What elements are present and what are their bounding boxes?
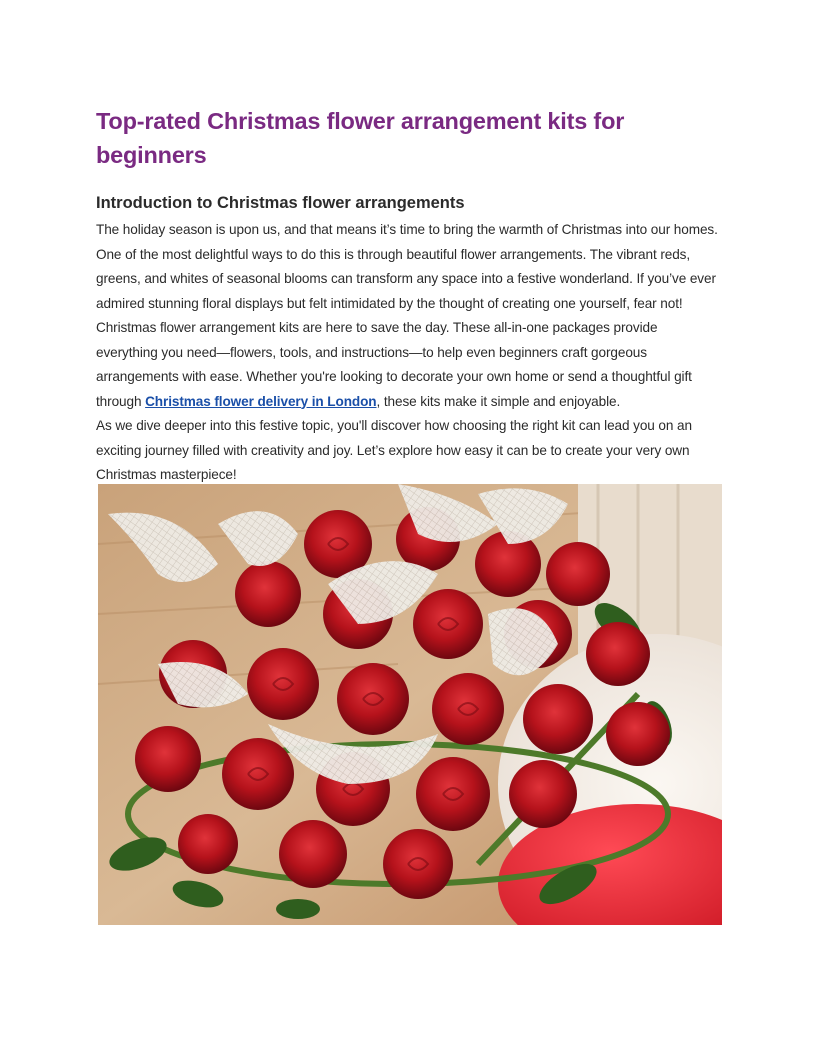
paragraph-kits-text: Christmas flower arrangement kits are here to save the day. These all-in-one packages provide everything you need—flowers, tools, and instructions—to help even beginners craft gorgeous arrangements with ease. Whether you're looking to decorate your own home or send a thoughtful gift through [96,320,692,409]
section-heading: Introduction to Christmas flower arrangements [96,194,465,212]
roses-bouquet-photo [98,484,722,925]
article-body [96,104,722,488]
flower-delivery-link[interactable]: Christmas flower delivery in London [145,393,377,409]
article-title: Top-rated Christmas flower arrangement kits for beginners [96,108,625,168]
paragraph-kits-tail: , these kits make it simple and enjoyable. [376,393,621,409]
paragraph-journey: As we dive deeper into this festive topic, you'll discover how choosing the right kit can lead you on an exciting journey filled with creativity and joy. Let’s explore how easy it can be to create your very own Christmas masterpiece! [96,418,692,482]
paragraph-intro: The holiday season is upon us, and that means it’s time to bring the warmth of Christmas into our homes. One of the most delightful ways to do this is through beautiful flower arrangements. The vibrant reds, greens, and whites of seasonal blooms can transform any space into a festive wonderland. If you’ve ever admired stunning floral displays but felt intimidated by the thought of creating one yourself, fear not! [96,222,718,311]
paragraph-kits [96,316,722,414]
